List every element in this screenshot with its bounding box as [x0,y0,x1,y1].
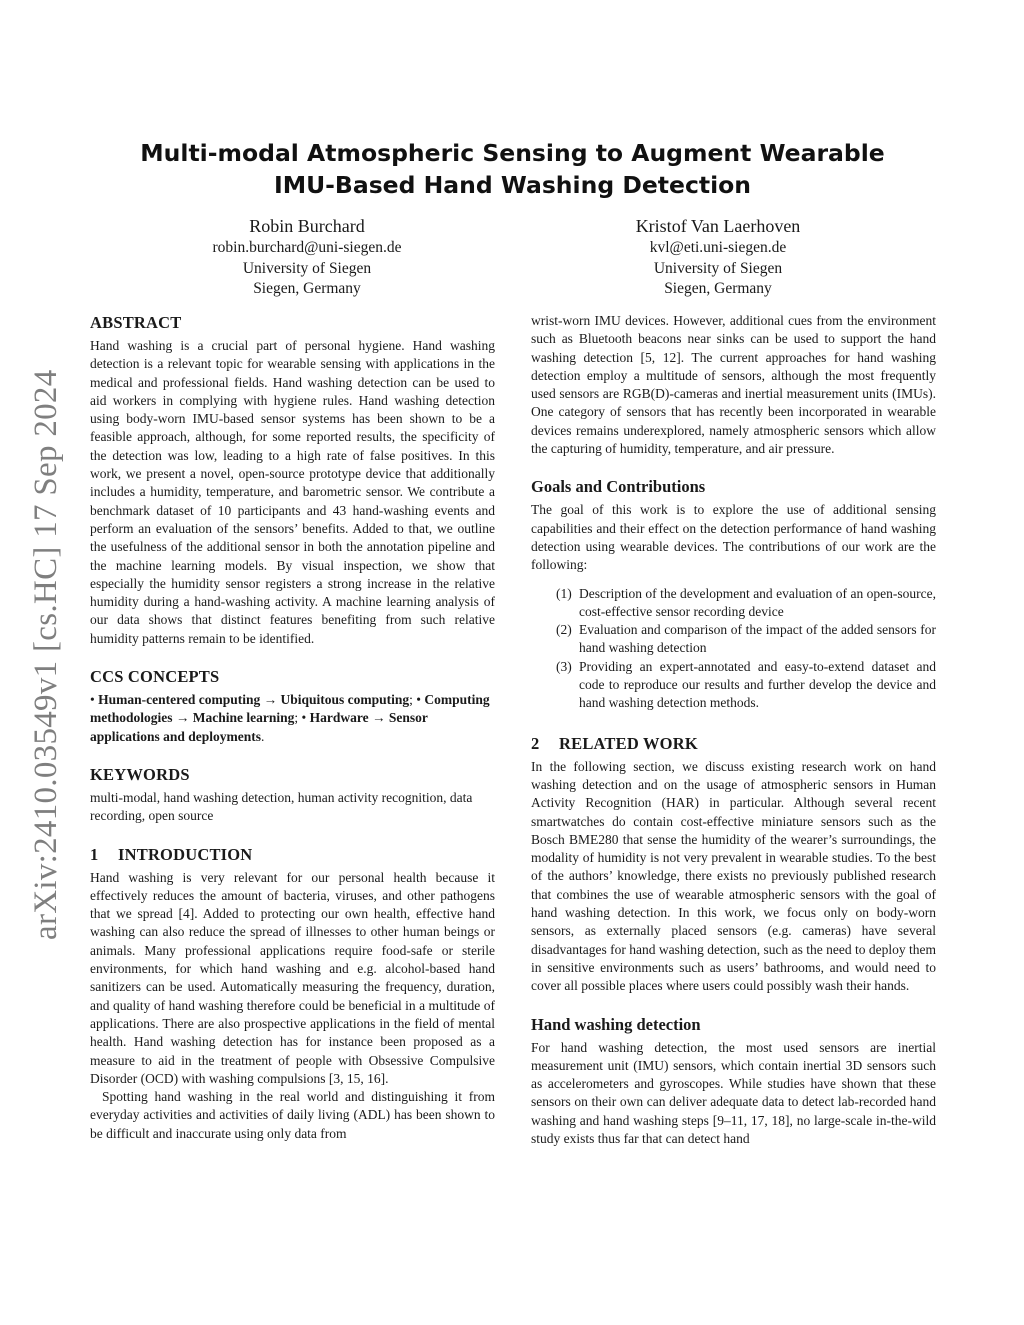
author-name: Robin Burchard [249,216,365,236]
goals-text: The goal of this work is to explore the use of additional sensing capabilities and their effect on the detection performance of hand washing detection using wearable devices. The contributions of our work are the following: [531,502,936,573]
title-line-2: IMU-Based Hand Washing Detection [273,171,752,199]
arxiv-stamp: arXiv:2410.03549v1 [cs.HC] 17 Sep 2024 [28,369,64,940]
contributions-list [531,585,936,713]
ccs-concepts: • Human-centered computing → Ubiquitous computing; • Computing methodologies → Machine learning; • Hardware → Sensor applications and deployments. [90,692,490,744]
introduction-paragraph-2: Spotting hand washing in the real world and distinguishing it from everyday activities and activities of daily living (ADL) has been shown to be difficult and inaccurate using only data from [90,1089,495,1141]
introduction-heading: 1 INTRODUCTION [90,844,253,864]
list-item: (2) Evaluation and comparison of the impact of the added sensors for hand washing detection [556,622,936,656]
author-email: kvl@eti.uni-siegen.de [649,239,787,256]
author-affiliation: University of Siegen [242,259,372,277]
author-name: Kristof Van Laerhoven [635,216,801,236]
ccs-heading: CCS CONCEPTS [90,667,220,687]
left-column [90,312,495,1143]
abstract-text: Hand washing is a crucial part of personal hygiene. Hand washing detection is a relevant topic for wearable sensing with applications in the medical and professional fields. Hand washing detection can be used to aid workers in complying with hygiene rules. Hand washing detection using body-worn IMU-based sensor systems has been shown to be a feasible approach, although, for some reported results, the specificity of the detection was low, leading to a high rate of false positives. In this work, we present a novel, open-source prototype device that additionally includes a humidity, temperature, and barometric sensor. We contribute a benchmark dataset of 10 participants and 43 hand-washing events and perform an evaluation of the sensors’ benefits. Added to that, we outline the usefulness of the additional sensor in both the annotation pipeline and the machine learning models. By visual inspection, we show that especially the humidity sensor registers a strong increase in the relative humidity during a hand-washing activity. A machine learning analysis of our data shows that distinct features benefiting from such relative humidity patterns remain to be identified. [90,338,495,646]
related-work-text: In the following section, we discuss existing research work on hand washing detection and on the usage of atmospheric sensors in Human Activity Recognition (HAR) in particular. Although several recent smartwatches do contain cost-effective miniature sensors such as the Bosch BME280 that sense the humidity of the wearer’s surroundings, the modality of humidity is not very prevalent in wearable studies. To the best of the authors’ knowledge, there exists no previously published research that combines the use of wearable atmospheric sensors with the goal of hand washing detection. In this work, we focus only on body-worn sensors, as externally placed sensors (e.g. cameras) have several disadvantages for hand washing detection, such as the need to deploy them in sensitive environments such as users’ bathrooms, and would need to cover all possible places where users could possibly wash their hands. [531,758,936,994]
keywords-text: multi-modal, hand washing detection, human activity recognition, data recording, open source [90,789,473,824]
hand-washing-detection-text: For hand washing detection, the most used sensors are inertial measurement unit (IMU) sensors, which contain inertial 3D sensors such as accelerometers and gyroscopes. While studies have shown that these sensors on their own can deliver adequate data to detect lab-recorded hand washing and hand washing steps [9–11, 17, 18], no large-scale in-the-wild study exists thus far that can detect hand [531,1039,936,1146]
abstract-heading: ABSTRACT [90,313,182,332]
author-affiliation: University of Siegen [653,259,783,277]
author-1 [127,214,487,300]
author-email: robin.burchard@uni-siegen.de [212,239,402,256]
introduction-paragraph-1: Hand washing is very relevant for our personal health because it effectively reduces the amount of bacteria, viruses, and other pathogens that we spread [4]. Added to protecting our own health, effective hand washing can also reduce the spread of illnesses to other human beings or animals. Many professional applications require food-safe or sterile environments, for which hand washing and e.g. alcohol-based hand sanitizers can be used. Automatically measuring the frequency, duration, and quality of hand washing therefore could be beneficial in a multitude of applications. There are also prospective applications in the field of mental health. Hand washing detection has for instance been proposed as a measure to aid in the treatment of people with Obsessive Compulsive Disorder (OCD) with washing compulsions [3, 15, 16]. [90,869,495,1086]
paper-title [90,137,935,201]
introduction-paragraph-3: wrist-worn IMU devices. However, additional cues from the environment such as Bluetooth beacons near sinks can be used to support the hand washing detection [5, 12]. The current approaches for hand washing detection employ a multitude of sensors, although the most frequently used sensors are RGB(D)-cameras and inertial measurement units (IMUs). One category of sensors that has recently been incorporated in wearable devices remains underexplored, namely atmospheric sensors which allow the capturing of humidity, temperature, and air pressure. [531,313,936,457]
hand-washing-detection-heading: Hand washing detection [531,1014,701,1034]
author-location: Siegen, Germany [664,280,772,297]
title-line-1: Multi-modal Atmospheric Sensing to Augment Wearable [140,139,885,167]
right-column [531,312,936,1148]
related-work-heading: 2 RELATED WORK [531,733,698,753]
author-2 [538,214,898,300]
author-location: Siegen, Germany [253,280,361,297]
keywords-heading: KEYWORDS [90,764,190,784]
goals-heading: Goals and Contributions [531,477,706,497]
list-item: (1) Description of the development and evaluation of an open-source, cost-effective sensor recording device [556,585,936,619]
list-item: (3) Providing an expert-annotated and easy-to-extend dataset and code to reproduce our results and further develop the device and hand washing detection methods. [556,658,936,711]
